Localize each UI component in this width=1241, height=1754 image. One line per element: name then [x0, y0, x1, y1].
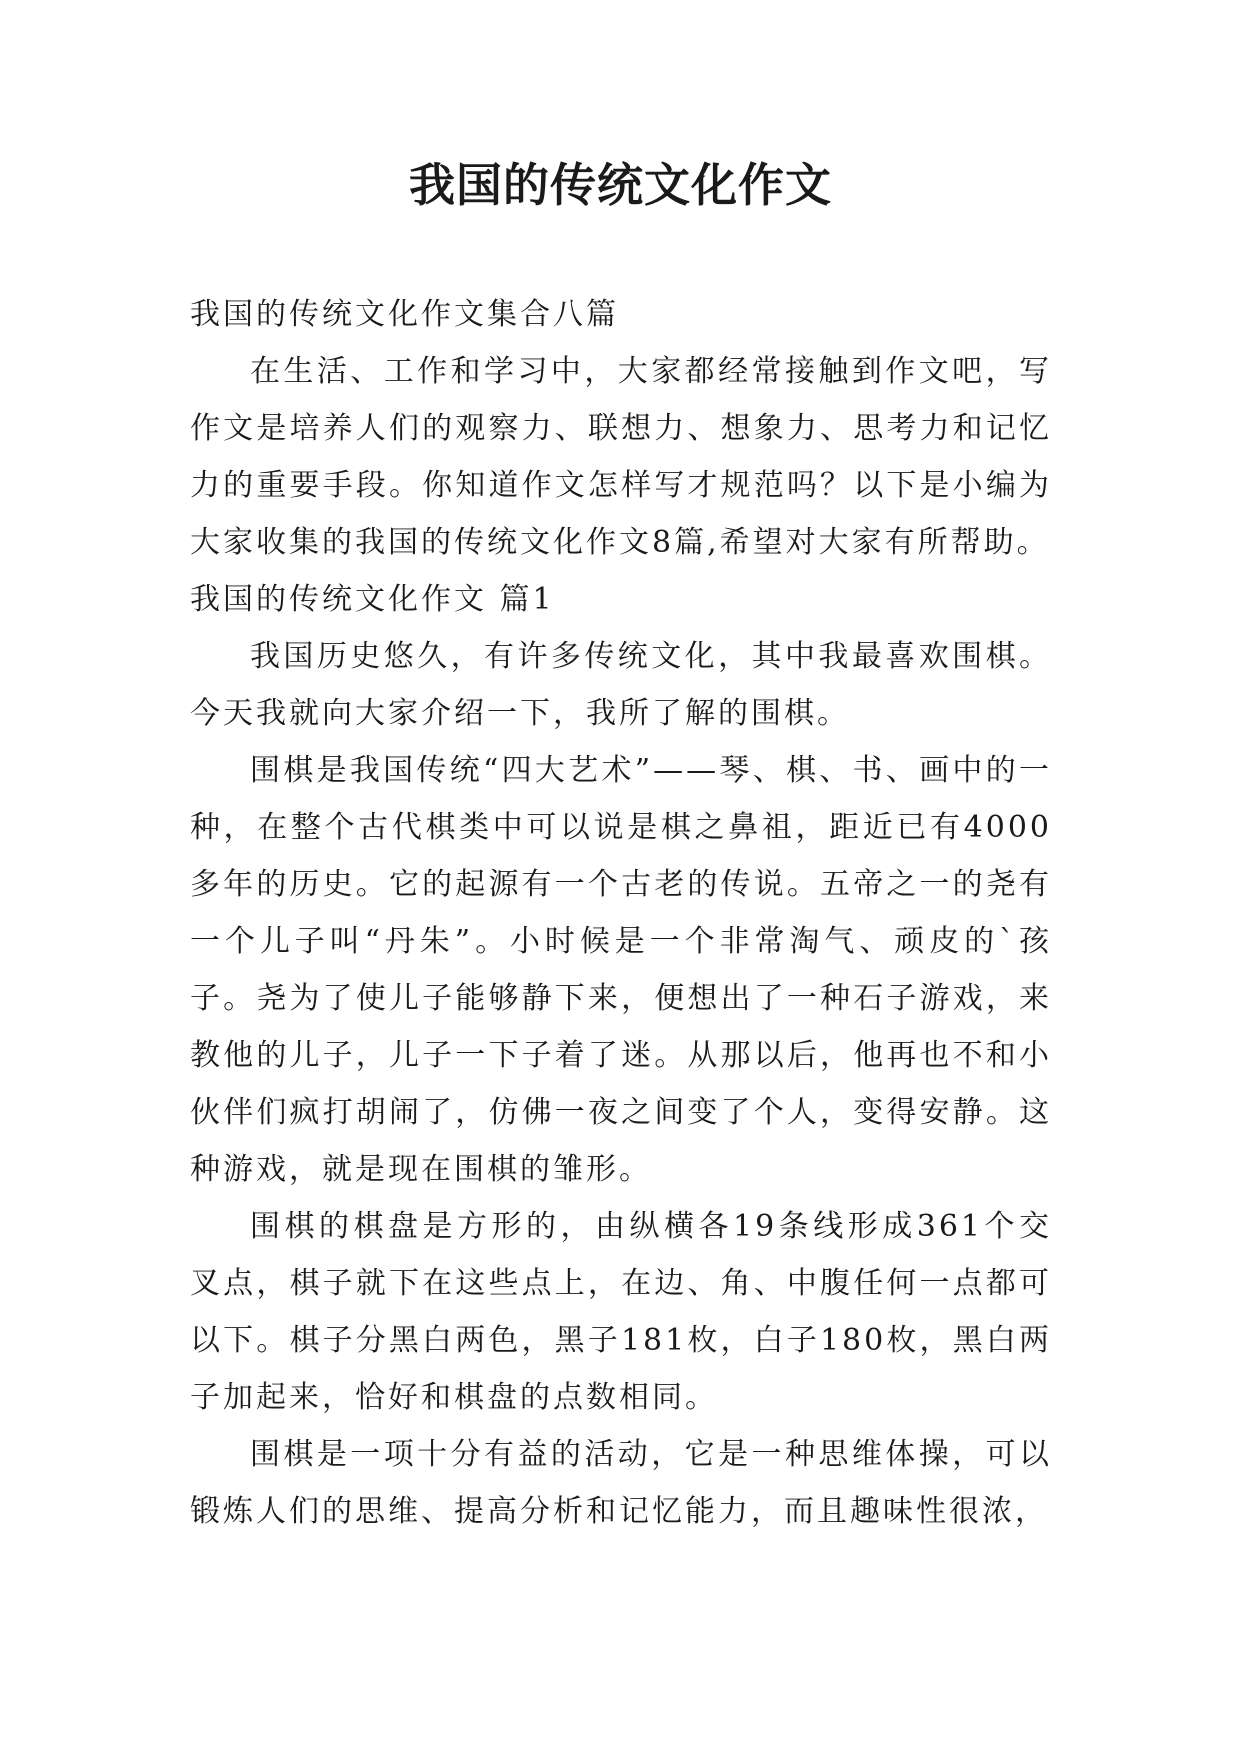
intro-paragraph: 在生活、工作和学习中，大家都经常接触到作文吧，写作文是培养人们的观察力、联想力、想象力、思考力和记忆力的重要手段。你知道作文怎样写才规范吗？以下是小编为大家收集的我国的传统文化作文8篇,希望对大家有所帮助。: [190, 354, 1052, 560]
paragraph: 围棋的棋盘是方形的，由纵横各19条线形成361个交叉点，棋子就下在这些点上，在边、角、中腹任何一点都可以下。棋子分黑白两色，黑子181枚，白子180枚，黑白两子加起来，恰好和棋盘的点数相同。: [190, 1209, 1052, 1415]
subtitle-line: 我国的传统文化作文集合八篇: [190, 297, 619, 332]
section-heading: 我国的传统文化作文 篇1: [190, 582, 555, 617]
paragraph: 围棋是一项十分有益的活动，它是一种思维体操，可以锻炼人们的思维、提高分析和记忆能力，而且趣味性很浓，: [190, 1437, 1052, 1529]
document-body: [190, 286, 1052, 1540]
paragraph: 围棋是我国传统“四大艺术”——琴、棋、书、画中的一种，在整个古代棋类中可以说是棋之鼻祖，距近已有4000多年的历史。它的起源有一个古老的传说。五帝之一的尧有一个儿子叫“丹朱”。小时候是一个非常淘气、顽皮的`孩子。尧为了使儿子能够静下来，便想出了一种石子游戏，来教他的儿子，儿子一下子着了迷。从那以后，他再也不和小伙伴们疯打胡闹了，仿佛一夜之间变了个人，变得安静。这种游戏，就是现在围棋的雏形。: [190, 753, 1052, 1187]
paragraph: 我国历史悠久，有许多传统文化，其中我最喜欢围棋。今天我就向大家介绍一下，我所了解的围棋。: [190, 639, 1052, 731]
document-title: 我国的传统文化作文: [409, 158, 832, 212]
